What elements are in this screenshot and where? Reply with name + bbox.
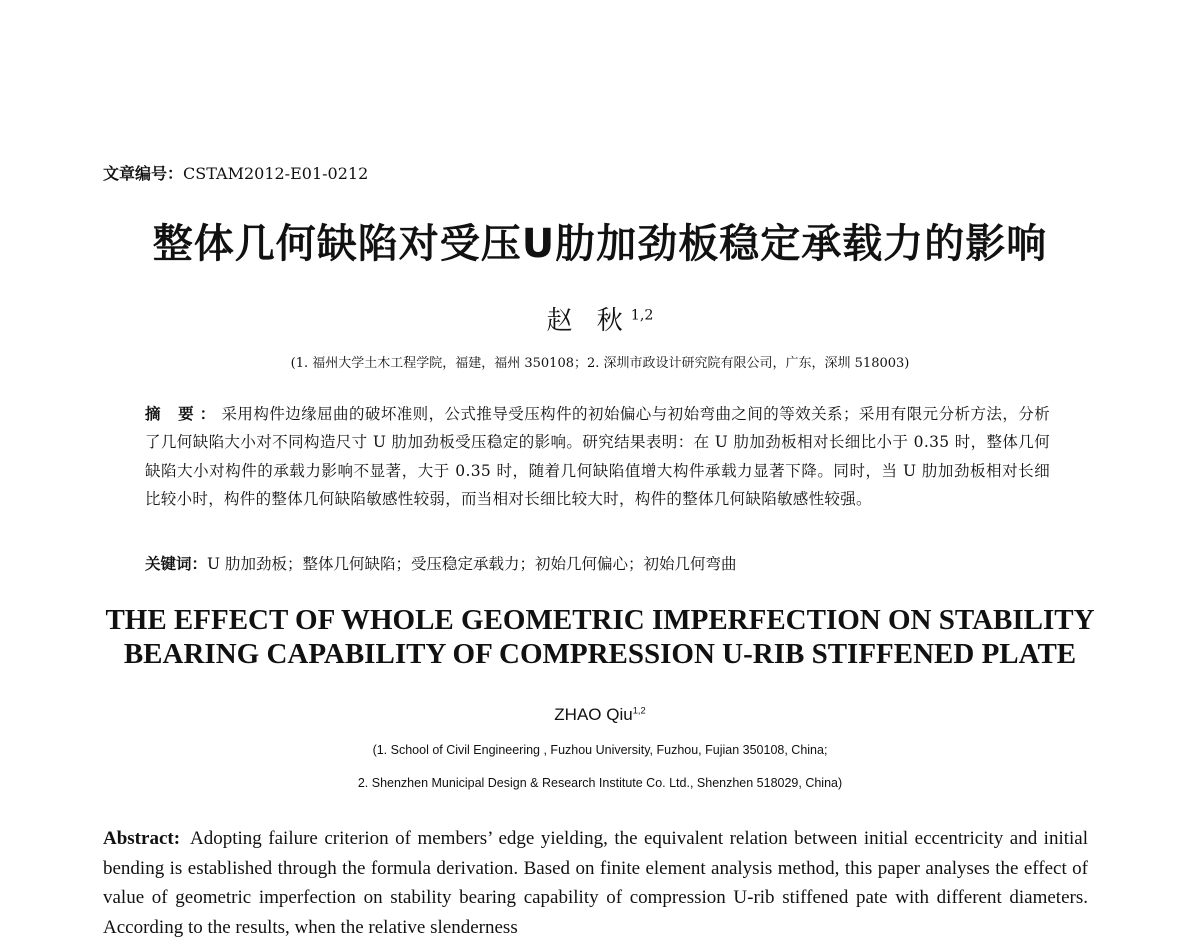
article-number: [103, 161, 368, 184]
chinese-title: 整体几何缺陷对受压U肋加劲板稳定承载力的影响: [152, 221, 1048, 267]
english-title-line-1: THE EFFECT OF WHOLE GEOMETRIC IMPERFECTION ON STABILITY: [105, 604, 1095, 636]
chinese-affiliation: (1. 福州大学土木工程学院，福建，福州 350108；2. 深圳市政设计研究院有限公司，广东，深圳 518003): [290, 356, 910, 371]
chinese-abstract: [145, 400, 1050, 514]
chinese-author-name: 赵 秋: [546, 306, 631, 336]
english-affiliation-line-1: (1. School of Civil Engineering , Fuzhou University, Fuzhou, Fujian 350108, China;: [372, 743, 828, 757]
article-number-value: CSTAM2012-E01-0212: [183, 164, 369, 183]
english-affiliation-line-2: 2. Shenzhen Municipal Design & Research Institute Co. Ltd., Shenzhen 518029, China): [357, 776, 843, 790]
chinese-keywords: [145, 550, 1050, 578]
english-author-superscript: 1,2: [632, 705, 646, 716]
chinese-abstract-label: 摘 要：: [145, 404, 222, 423]
english-title-line-2: BEARING CAPABILITY OF COMPRESSION U-RIB STIFFENED PLATE: [123, 638, 1077, 670]
english-author-name: ZHAO Qiu: [554, 705, 633, 724]
english-abstract-text: Adopting failure criterion of members’ edge yielding, the equivalent relation between initial eccentricity and initial bending is established through the formula derivation. Based on finite element analysis method, this paper analyses the effect of value of geometric imperfection on stability bearing capability of compression U-rib stiffened pate with different diameters. According to the results, when the relative slenderness: [103, 828, 1088, 938]
english-author: [0, 705, 1200, 725]
chinese-author-superscript: 1,2: [630, 307, 654, 324]
chinese-keywords-label: 关键词：: [145, 554, 208, 573]
chinese-author: [0, 300, 1200, 337]
english-title: [0, 603, 1200, 671]
article-number-label: 文章编号：: [103, 164, 184, 183]
chinese-keywords-text: U 肋加劲板；整体几何缺陷；受压稳定承载力；初始几何偏心；初始几何弯曲: [207, 555, 737, 573]
chinese-abstract-text: 采用构件边缘屈曲的破坏准则，公式推导受压构件的初始偏心与初始弯曲之间的等效关系；采用有限元分析方法，分析了几何缺陷大小对不同构造尺寸 U 肋加劲板受压稳定的影响。研究结果表明：在 U 肋加劲板相对长细比小于 0.35 时，整体几何缺陷大小对构件的承载力影响不显著，大于 0.35 时，随着几何缺陷值增大构件承载力显著下降。同时，当 U 肋加劲板相对长细比较小时，构件的整体几何缺陷敏感性较弱，而当相对长细比较大时，构件的整体几何缺陷敏感性较强。: [145, 405, 1050, 509]
english-abstract-label: Abstract:: [103, 828, 181, 849]
english-abstract: [103, 824, 1088, 942]
